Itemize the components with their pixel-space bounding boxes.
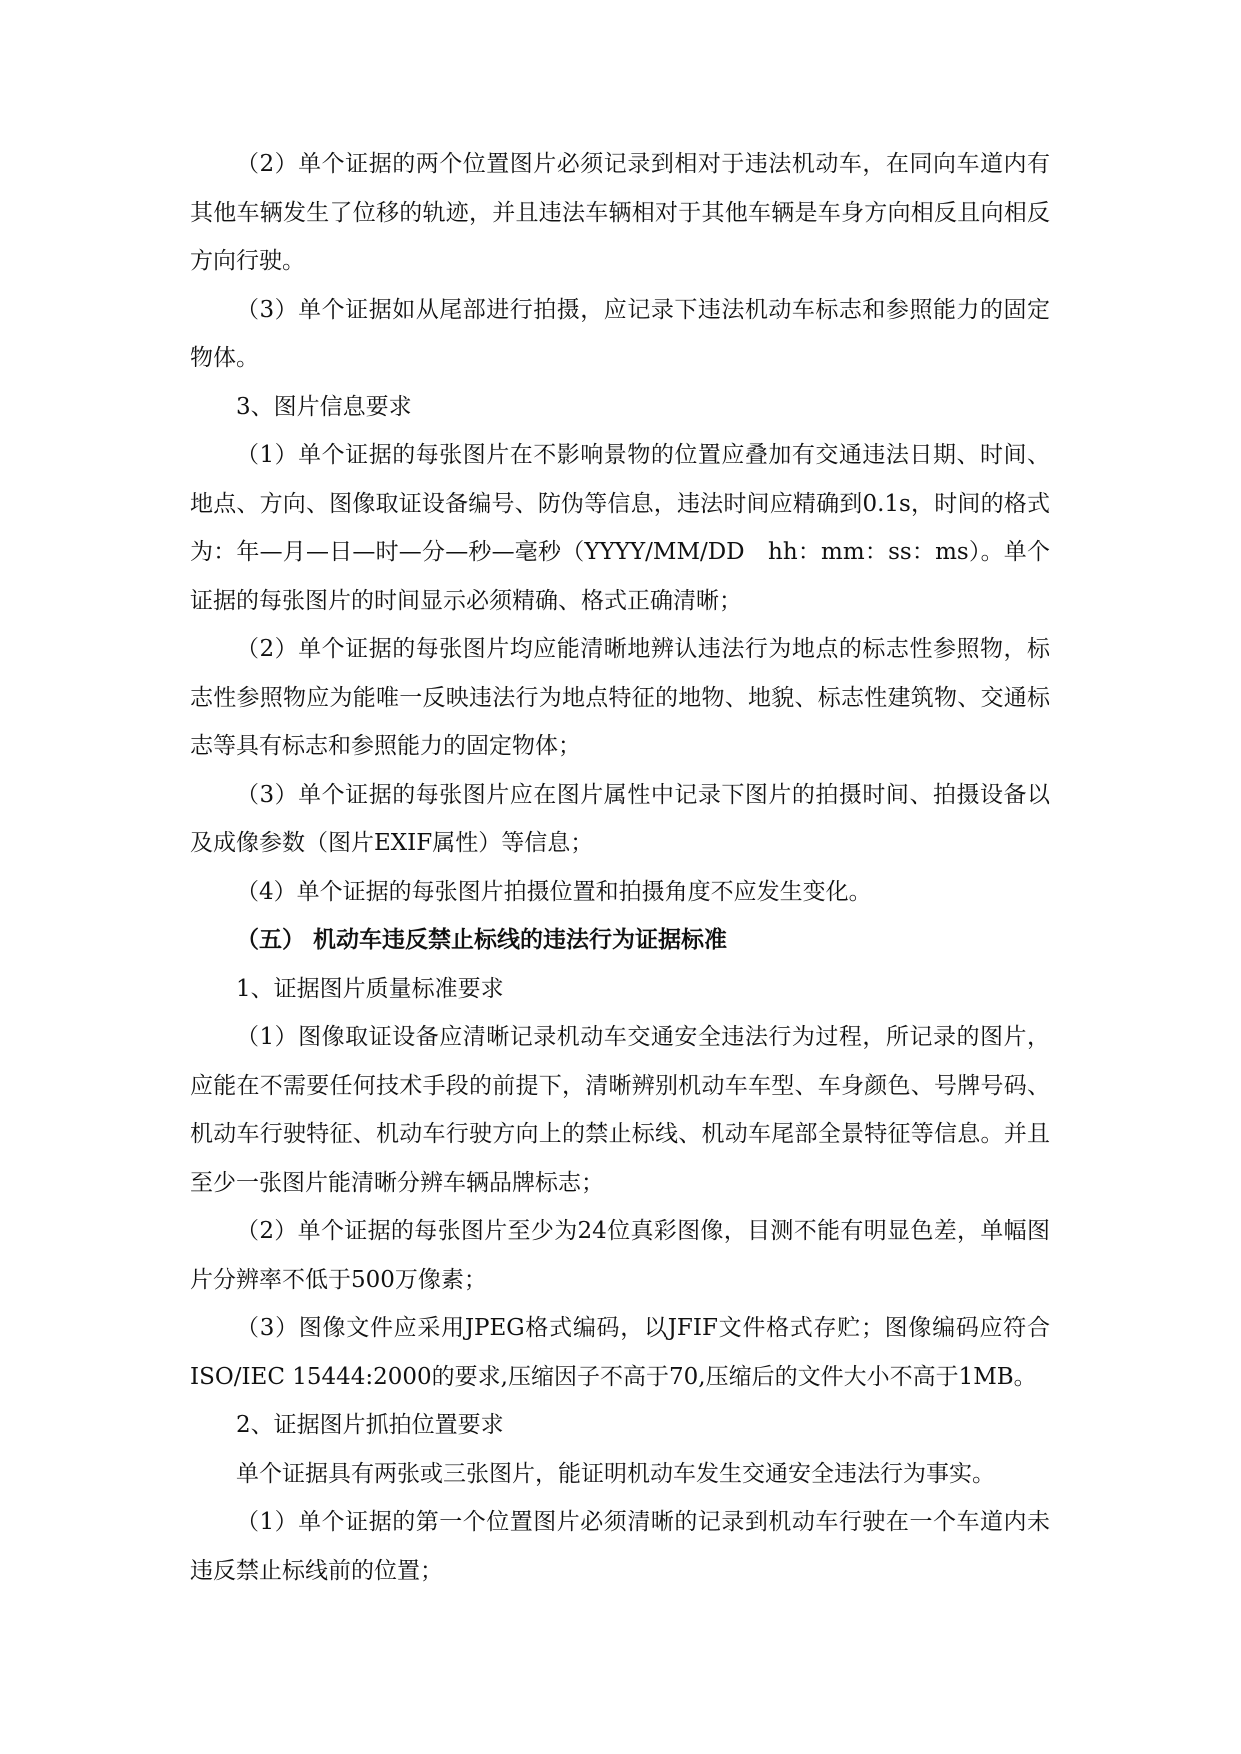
paragraph-capture-1-first-position: （1）单个证据的第一个位置图片必须清晰的记录到机动车行驶在一个车道内未违反禁止标线前的位置； <box>190 1509 1050 1584</box>
paragraph-quality-3-encoding: （3）图像文件应采用JPEG格式编码，以JFIF文件格式存贮；图像编码应符合ISO/IEC 15444:2000的要求,压缩因子不高于70,压缩后的文件大小不高于1MB。 <box>190 1315 1050 1390</box>
paragraph-evidence-3-rear-shot: （3）单个证据如从尾部进行拍摄，应记录下违法机动车标志和参照能力的固定物体。 <box>190 296 1050 371</box>
document-body <box>190 140 1050 1595</box>
section-heading-five: （五） 机动车违反禁止标线的违法行为证据标准 <box>236 926 728 953</box>
paragraph-info-2-landmark: （2）单个证据的每张图片均应能清晰地辨认违法行为地点的标志性参照物，标志性参照物应为能唯一反映违法行为地点特征的地物、地貌、标志性建筑物、交通标志等具有标志和参照能力的固定物体； <box>190 636 1050 759</box>
paragraph-info-4-position: （4）单个证据的每张图片拍摄位置和拍摄角度不应发生变化。 <box>236 878 872 905</box>
paragraph-evidence-2-trajectory: （2）单个证据的两个位置图片必须记录到相对于违法机动车，在同向车道内有其他车辆发生了位移的轨迹，并且违法车辆相对于其他车辆是车身方向相反且向相反方向行驶。 <box>190 151 1050 274</box>
section-image-quality-standard: 1、证据图片质量标准要求 <box>236 975 504 1002</box>
paragraph-info-1-overlay: （1）单个证据的每张图片在不影响景物的位置应叠加有交通违法日期、时间、地点、方向、图像取证设备编号、防伪等信息，违法时间应精确到0.1s，时间的格式为：年—月—日—时—分—秒—毫秒（YYYY/MM/DD hh：mm：ss：ms）。单个证据的每张图片的时间显示必须精确、格式正确清晰； <box>190 442 1050 614</box>
section-image-info-requirements: 3、图片信息要求 <box>236 393 412 420</box>
paragraph-quality-1-capture: （1）图像取证设备应清晰记录机动车交通安全违法行为过程，所记录的图片，应能在不需要任何技术手段的前提下，清晰辨别机动车车型、车身颜色、号牌号码、机动车行驶特征、机动车行驶方向上的禁止标线、机动车尾部全景特征等信息。并且至少一张图片能清晰分辨车辆品牌标志； <box>190 1024 1050 1196</box>
paragraph-quality-2-color: （2）单个证据的每张图片至少为24位真彩图像，目测不能有明显色差，单幅图片分辨率不低于500万像素； <box>190 1218 1050 1293</box>
section-capture-position: 2、证据图片抓拍位置要求 <box>236 1412 504 1438</box>
paragraph-capture-intro: 单个证据具有两张或三张图片，能证明机动车发生交通安全违法行为事实。 <box>236 1460 995 1487</box>
paragraph-info-3-exif: （3）单个证据的每张图片应在图片属性中记录下图片的拍摄时间、拍摄设备以及成像参数（图片EXIF属性）等信息； <box>190 781 1050 856</box>
